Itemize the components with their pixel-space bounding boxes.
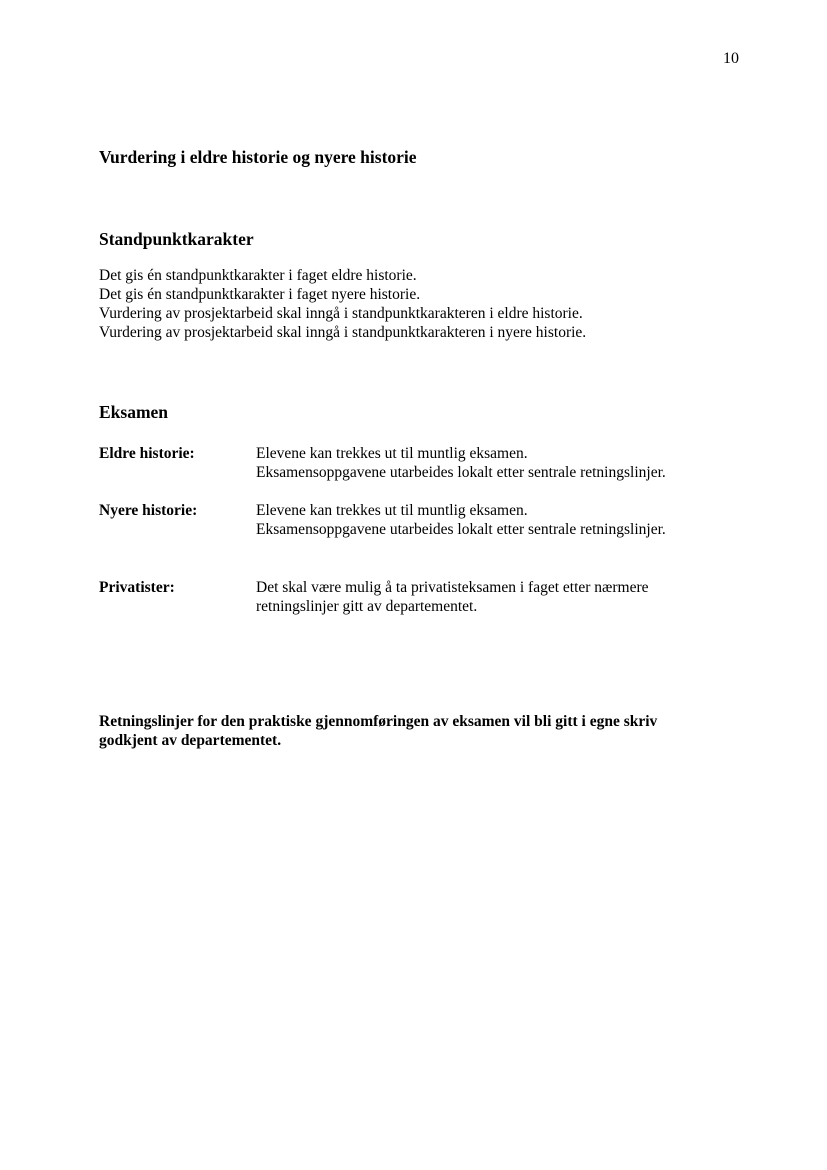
- page-title: Vurdering i eldre historie og nyere historie: [99, 147, 417, 167]
- eksamen-heading: Eksamen: [99, 402, 169, 422]
- page-number: 10: [723, 50, 739, 67]
- final-note-line: Retningslinjer for den praktiske gjennomføringen av eksamen vil bli gitt i egne skriv: [99, 713, 658, 730]
- exam-description-line: Elevene kan trekkes ut til muntlig eksamen.: [256, 445, 528, 462]
- standpunkt-line: Det gis én standpunktkarakter i faget nyere historie.: [99, 286, 421, 303]
- exam-description-line: Eksamensoppgavene utarbeides lokalt etter sentrale retningslinjer.: [256, 464, 666, 481]
- final-note: [99, 712, 739, 750]
- standpunkt-line: Vurdering av prosjektarbeid skal inngå i standpunktkarakteren i nyere historie.: [99, 324, 587, 341]
- exam-description: [256, 444, 736, 482]
- exam-label: Privatister:: [99, 579, 175, 596]
- exam-description: [256, 578, 736, 616]
- exam-description-line: Eksamensoppgavene utarbeides lokalt etter sentrale retningslinjer.: [256, 521, 666, 538]
- exam-description-line: retningslinjer gitt av departementet.: [256, 598, 478, 615]
- standpunkt-heading: Standpunktkarakter: [99, 229, 254, 249]
- exam-description-line: Elevene kan trekkes ut til muntlig eksamen.: [256, 502, 528, 519]
- exam-description-line: Det skal være mulig å ta privatisteksamen i faget etter nærmere: [256, 579, 649, 596]
- final-note-line: godkjent av departementet.: [99, 732, 282, 749]
- exam-description: [256, 501, 736, 539]
- exam-label: Nyere historie:: [99, 502, 198, 519]
- exam-label: Eldre historie:: [99, 445, 195, 462]
- standpunkt-line: Vurdering av prosjektarbeid skal inngå i standpunktkarakteren i eldre historie.: [99, 305, 583, 322]
- standpunkt-paragraph: [99, 266, 739, 342]
- standpunkt-line: Det gis én standpunktkarakter i faget eldre historie.: [99, 267, 417, 284]
